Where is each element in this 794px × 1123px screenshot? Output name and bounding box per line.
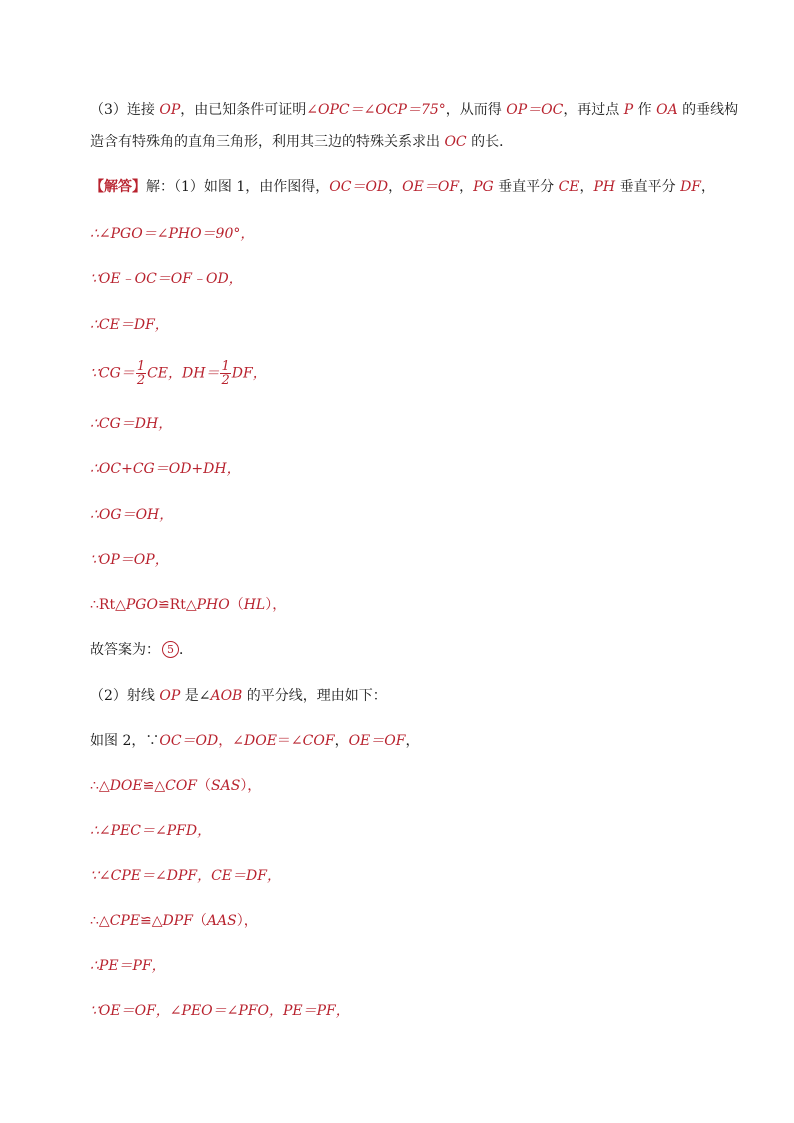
- step-9: [90, 595, 286, 615]
- fraction: [136, 360, 146, 387]
- math-term: AOB: [210, 688, 243, 704]
- part2-step-4: ∵∠CPE＝∠DPF，CE＝DF，: [90, 868, 281, 884]
- punct: ，: [334, 733, 349, 749]
- hint-text: 的长．: [466, 134, 514, 150]
- math-term: DOE: [109, 778, 143, 794]
- answer-text: 垂直平分: [493, 179, 559, 195]
- answer-intro: [90, 177, 715, 197]
- math-term: ），: [265, 597, 287, 613]
- step-5: ∴CG＝DH，: [90, 416, 173, 432]
- math-term: AAS: [206, 913, 237, 929]
- math-term: ＝∠: [276, 733, 303, 749]
- math-term: ，∠: [218, 733, 244, 749]
- math-term: CE，DH＝: [147, 365, 220, 382]
- math-term: OC: [444, 134, 467, 150]
- math-term: DPF: [162, 913, 193, 929]
- fraction-numerator: 1: [136, 359, 146, 374]
- math-term: COF: [302, 733, 335, 749]
- step-7: ∴OG＝OH，: [90, 507, 174, 523]
- math-term: DF: [680, 179, 702, 195]
- fraction-denominator: 2: [136, 373, 146, 388]
- answer-text: 垂直平分: [615, 179, 681, 195]
- math-term: ≌△: [140, 913, 163, 929]
- step-4: [90, 360, 267, 387]
- math-term: OP＝OC: [506, 102, 564, 118]
- math-term: （: [192, 913, 207, 929]
- punct: ，: [579, 179, 594, 195]
- part2-heading: [90, 686, 387, 706]
- math-term: ∴△: [90, 778, 110, 794]
- part2-step-3: ∴∠PEC＝∠PFD，: [90, 823, 212, 839]
- punct: ，: [405, 733, 420, 749]
- math-term: OE＝OF: [402, 179, 460, 195]
- math-term: （: [229, 597, 244, 613]
- step-2: ∵OE﹣OC＝OF﹣OD，: [90, 271, 243, 287]
- step-8: ∵OP＝OP，: [90, 552, 169, 568]
- answer-text: 解：（1）如图 1，由作图得，: [146, 179, 330, 195]
- part2-step-7: ∵OE＝OF，∠PEO＝∠PFO，PE＝PF，: [90, 1003, 350, 1019]
- hint-text: 作: [633, 102, 657, 118]
- answer-text: （2）射线: [90, 688, 160, 704]
- math-term: ∠OPC＝∠OCP＝75°: [306, 102, 446, 118]
- math-term: OA: [656, 102, 678, 118]
- part2-step-1: [90, 731, 419, 751]
- math-term: OP: [159, 688, 181, 704]
- answer-tag: 【解答】: [90, 179, 146, 195]
- punct: ．: [179, 642, 193, 658]
- fraction-denominator: 2: [221, 373, 230, 388]
- part2-step-2: [90, 776, 261, 796]
- hint-text: 的垂线构: [677, 102, 739, 118]
- fraction-numerator: 1: [221, 359, 230, 374]
- hint-line-2: [90, 132, 513, 152]
- step-1: ∴∠PGO＝∠PHO＝90°，: [90, 226, 255, 242]
- circled-answer: 5: [162, 641, 179, 658]
- punct: ，: [459, 179, 474, 195]
- math-term: OP: [159, 102, 181, 118]
- math-term: PG: [473, 179, 494, 195]
- step-3: ∴CE＝DF，: [90, 317, 169, 333]
- math-term: HL: [243, 597, 266, 613]
- math-term: ≌△: [142, 778, 166, 794]
- math-term: PH: [593, 179, 616, 195]
- math-term: COF: [165, 778, 198, 794]
- step-6: ∴OC+CG＝OD+DH，: [90, 461, 241, 477]
- math-term: P: [623, 102, 634, 118]
- math-term: ∵CG＝: [90, 365, 135, 382]
- part2-step-5: [90, 911, 258, 931]
- math-term: DOE: [244, 733, 277, 749]
- result-line: [90, 640, 193, 660]
- punct: ，: [701, 179, 716, 195]
- answer-text: 如图 2，∵: [90, 733, 160, 749]
- math-term: CPE: [109, 913, 141, 929]
- math-term: CE: [558, 179, 580, 195]
- hint-line-1: [90, 100, 738, 120]
- hint-text: ，从而得: [445, 102, 507, 118]
- math-term: OC＝OD: [159, 733, 219, 749]
- math-term: ），: [240, 778, 262, 794]
- math-term: OE＝OF: [348, 733, 406, 749]
- hint-text: ，由已知条件可证明: [180, 102, 307, 118]
- math-term: PGO: [125, 597, 158, 613]
- answer-text: 的平分线，理由如下：: [242, 688, 387, 704]
- math-term: ），: [236, 913, 258, 929]
- hint-text: ，再过点: [563, 102, 624, 118]
- math-term: PHO: [196, 597, 230, 613]
- fraction: [220, 360, 230, 387]
- answer-text: 是∠: [180, 688, 211, 704]
- math-term: ∴Rt△: [90, 597, 126, 613]
- math-term: DF，: [231, 365, 267, 382]
- math-term: SAS: [211, 778, 241, 794]
- math-term: ≌Rt△: [157, 597, 197, 613]
- hint-text: 造含有特殊角的直角三角形，利用其三边的特殊关系求出: [90, 134, 445, 150]
- hint-text: （3）连接: [90, 102, 160, 118]
- answer-text: 故答案为：: [90, 642, 160, 658]
- math-term: ∴△: [90, 913, 110, 929]
- part2-step-6: ∴PE＝PF，: [90, 958, 166, 974]
- math-term: （: [197, 778, 212, 794]
- punct: ，: [388, 179, 403, 195]
- math-term: OC＝OD: [329, 179, 389, 195]
